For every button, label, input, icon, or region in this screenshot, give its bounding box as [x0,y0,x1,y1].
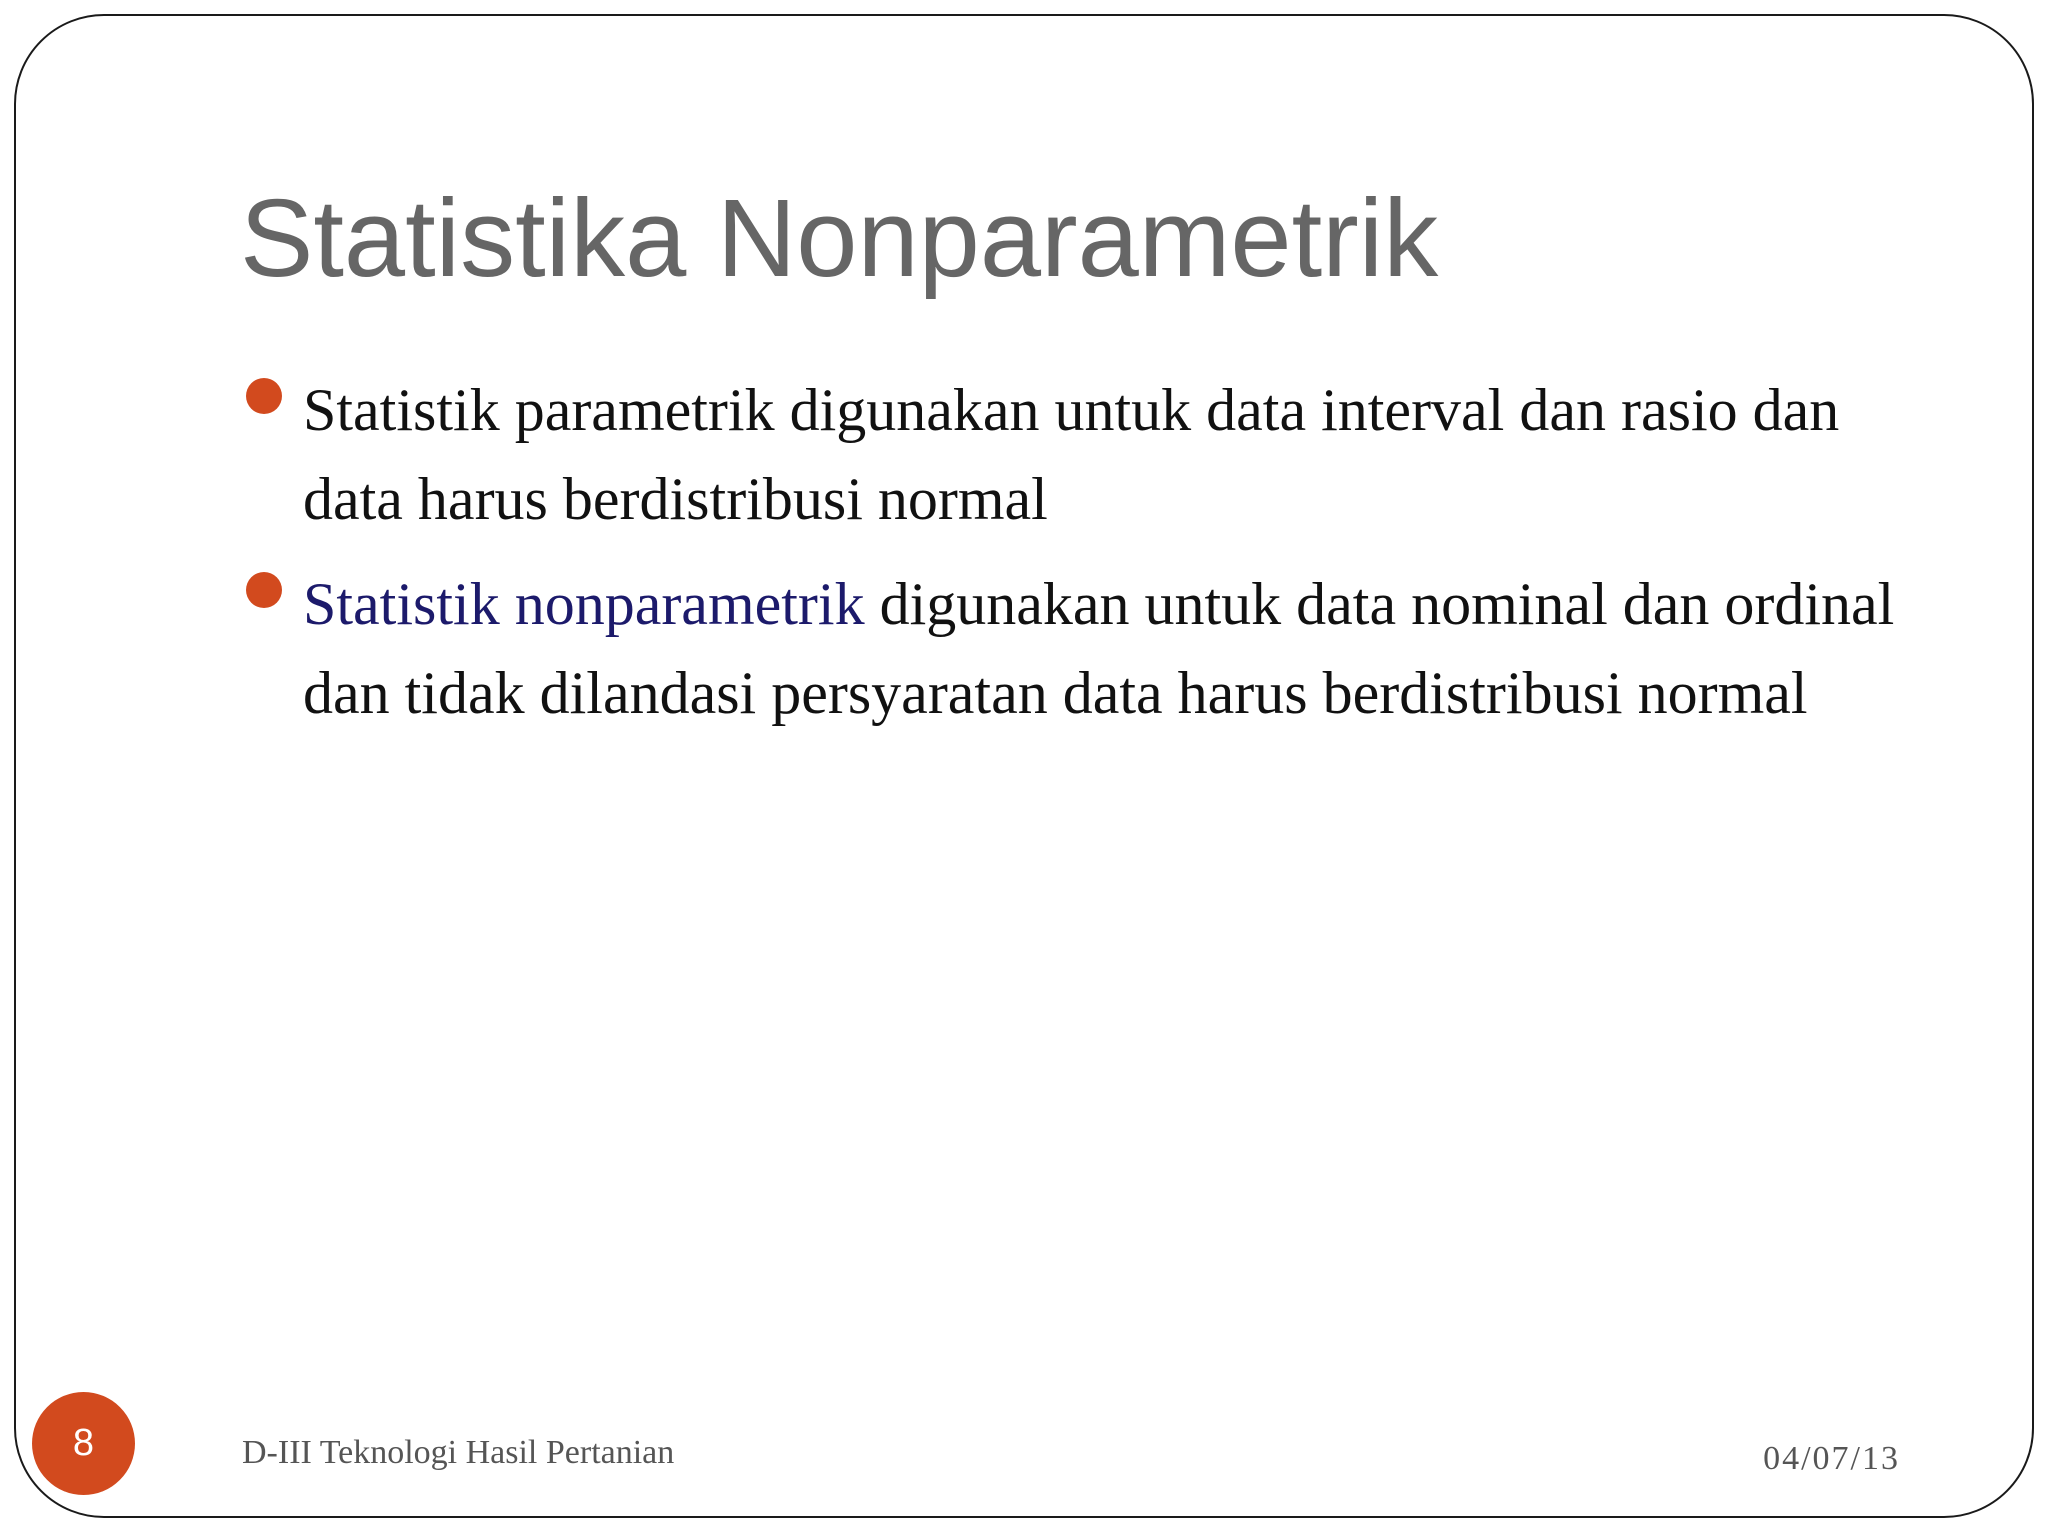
bullet-text: digunakan untuk data nominal dan ordinal dan tidak dilandasi persyaratan data harus berdistribusi normal [303,571,1895,726]
slide-number: 8 [72,1422,95,1464]
bullet-text: Statistik parametrik digunakan untuk data interval dan rasio dan data harus berdistribusi normal [303,377,1840,532]
footer-course: D-III Teknologi Hasil Pertanian [242,1434,675,1471]
slide-number-badge [32,1392,135,1495]
bullet-dot-icon [246,572,282,608]
slide-frame [14,14,2034,1518]
footer-date: 04/07/13 [1763,1440,1900,1477]
bullet-dot-icon [246,378,282,414]
bullet-list [242,366,1902,754]
bullet-highlight-term: Statistik nonparametrik [303,571,865,637]
bullet-item-parametric [242,366,1902,544]
bullet-item-nonparametric [242,560,1902,738]
slide-title: Statistika Nonparametrik [240,177,1439,300]
